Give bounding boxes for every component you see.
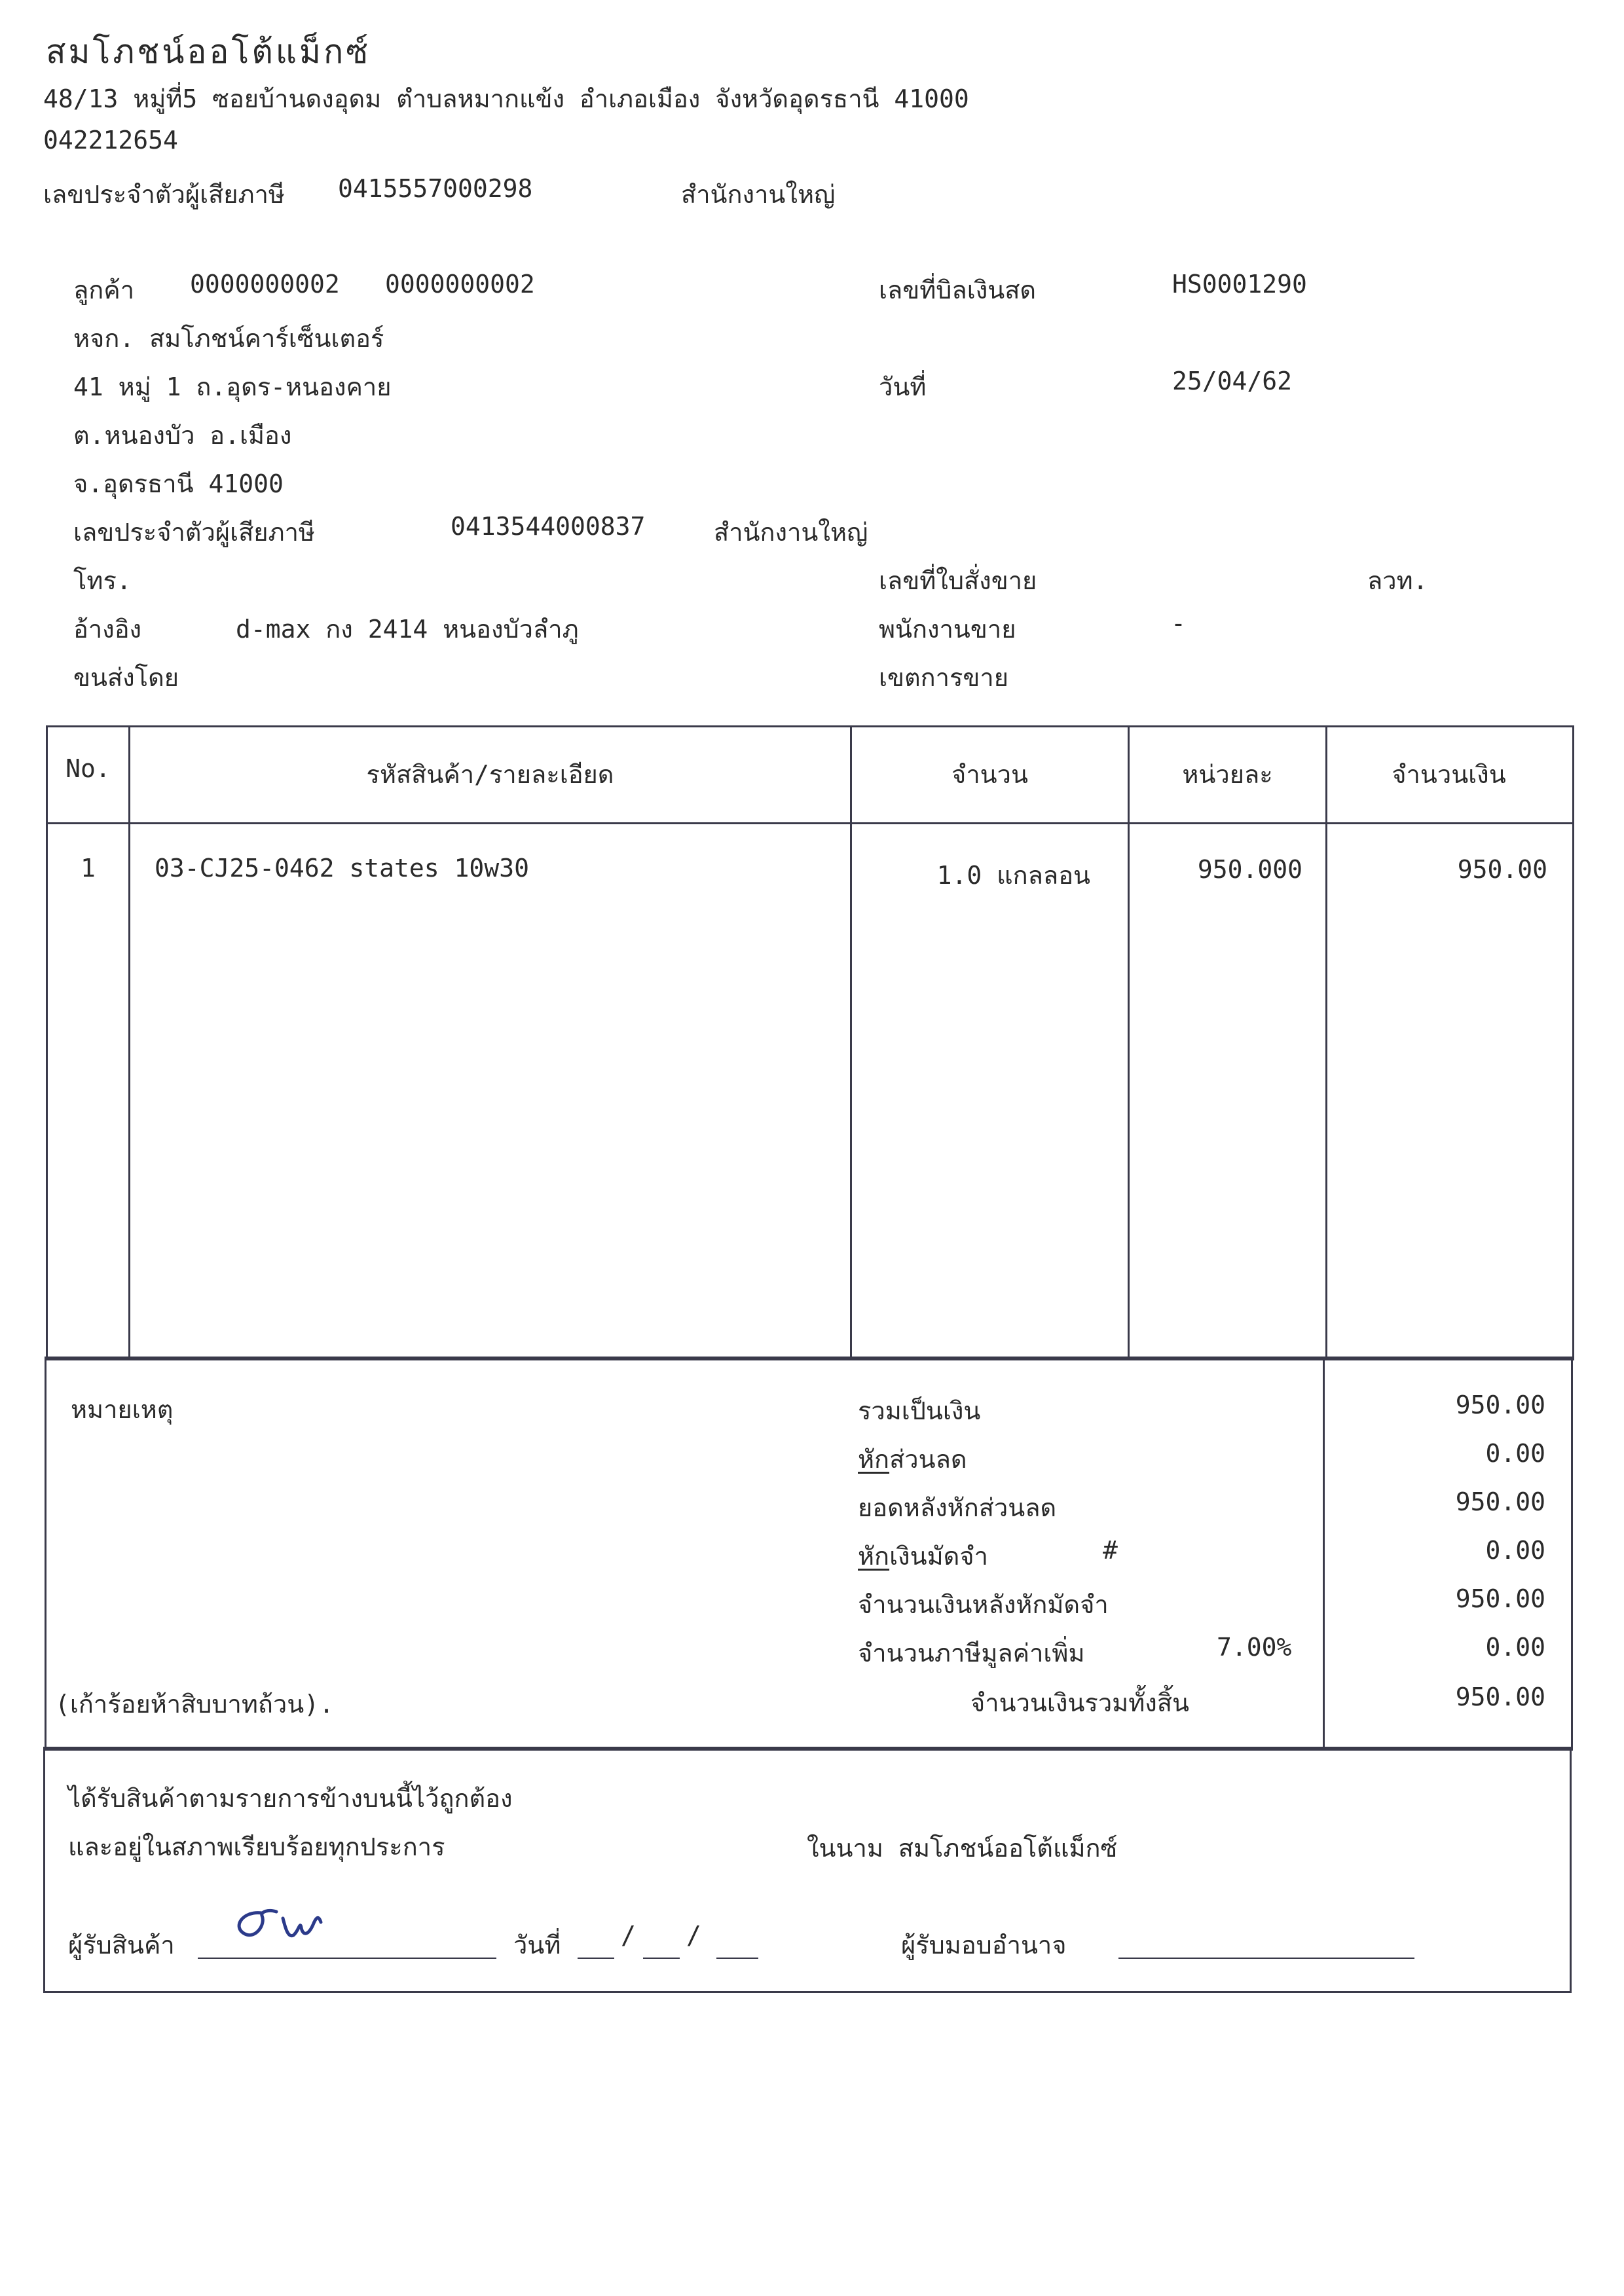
- subtotal-value: 950.00: [1455, 1391, 1545, 1419]
- customer-ref-label: อ้างอิง: [73, 615, 142, 644]
- after-discount-label: ยอดหลังหักส่วนลด: [858, 1493, 1057, 1522]
- customer-tax-label: เลขประจำตัวผู้เสียภาษี: [73, 518, 315, 547]
- date-separator: /: [686, 1921, 701, 1950]
- authorized-signature-line: [1118, 1958, 1414, 1959]
- receive-date-label: วันที่: [513, 1931, 561, 1959]
- receiver-label: ผู้รับสินค้า: [68, 1931, 175, 1959]
- vat-rate: 7.00%: [1217, 1633, 1292, 1662]
- row-unit-price: 950.000: [1197, 855, 1302, 884]
- on-behalf-label: ในนาม สมโภชน์ออโต้แม็กซ์: [807, 1834, 1118, 1863]
- row-quantity: 1.0 แกลลอน: [936, 861, 1090, 890]
- sales-order-label: เลขที่ใบสั่งขาย: [879, 566, 1037, 595]
- deposit-label: หักเงินมัดจำ: [858, 1542, 988, 1571]
- salesperson-value: -: [1171, 609, 1186, 638]
- receipt-line-1: ได้รับสินค้าตามรายการข้างบนนี้ไว้ถูกต้อง: [68, 1784, 513, 1813]
- date-month-blank: [643, 1958, 680, 1959]
- company-branch: สำนักงานใหญ่: [681, 180, 836, 209]
- customer-address-3: จ.อุดรธานี 41000: [73, 469, 284, 498]
- row-amount: 950.00: [1457, 855, 1547, 884]
- header-quantity: จำนวน: [951, 760, 1028, 789]
- customer-address-1: 41 หมู่ 1 ถ.อุดร-หนองคาย: [73, 373, 392, 401]
- shipping-label: ขนส่งโดย: [73, 663, 179, 692]
- customer-code-1: 0000000002: [190, 270, 340, 299]
- invoice-date: 25/04/62: [1172, 367, 1293, 395]
- discount-label: หักส่วนลด: [858, 1445, 967, 1474]
- receiver-signature-line: [198, 1958, 496, 1959]
- totals-divider: [1323, 1357, 1325, 1749]
- header-amount: จำนวนเงิน: [1392, 760, 1506, 789]
- customer-phone-label: โทร.: [73, 566, 132, 595]
- amount-in-words: (เก้าร้อยห้าสิบบาทถ้วน).: [55, 1690, 334, 1719]
- after-deposit-value: 950.00: [1455, 1584, 1545, 1613]
- sales-order-suffix: ลวท.: [1367, 566, 1428, 595]
- row-no: 1: [81, 854, 96, 883]
- vat-label: จำนวนภาษีมูลค่าเพิ่ม: [858, 1639, 1085, 1667]
- grand-total-value: 950.00: [1455, 1683, 1545, 1711]
- subtotal-label: รวมเป็นเงิน: [858, 1396, 981, 1425]
- header-no: No.: [65, 754, 111, 783]
- vat-value: 0.00: [1485, 1633, 1545, 1662]
- invoice-number-label: เลขที่บิลเงินสด: [879, 276, 1037, 304]
- date-year-blank: [716, 1958, 758, 1959]
- invoice-date-label: วันที่: [879, 373, 927, 401]
- customer-label: ลูกค้า: [73, 276, 135, 304]
- authorized-label: ผู้รับมอบอำนาจ: [901, 1931, 1067, 1959]
- customer-address-2: ต.หนองบัว อ.เมือง: [73, 421, 292, 450]
- discount-value: 0.00: [1485, 1439, 1545, 1468]
- after-discount-value: 950.00: [1455, 1487, 1545, 1516]
- grand-total-label: จำนวนเงินรวมทั้งสิ้น: [970, 1688, 1189, 1717]
- customer-branch: สำนักงานใหญ่: [714, 518, 868, 547]
- table-col-divider: [128, 725, 130, 1357]
- note-label: หมายเหตุ: [71, 1395, 174, 1424]
- table-col-divider: [850, 725, 852, 1357]
- customer-ref-value: d-max กง 2414 หนองบัวลำภู: [236, 615, 579, 644]
- invoice-number: HS0001290: [1172, 270, 1307, 299]
- table-col-divider: [1128, 725, 1130, 1357]
- date-day-blank: [578, 1958, 614, 1959]
- table-col-divider: [1325, 725, 1327, 1357]
- receiver-signature: [223, 1899, 341, 1958]
- date-separator: /: [621, 1921, 636, 1950]
- customer-code-2: 0000000002: [385, 270, 535, 299]
- customer-tax-id: 0413544000837: [451, 512, 646, 541]
- after-deposit-label: จำนวนเงินหลังหักมัดจำ: [858, 1590, 1109, 1619]
- receipt-line-2: และอยู่ในสภาพเรียบร้อยทุกประการ: [68, 1832, 445, 1861]
- header-description: รหัสสินค้า/รายละเอียด: [366, 760, 614, 789]
- company-tax-label: เลขประจำตัวผู้เสียภาษี: [43, 180, 285, 209]
- header-unit-price: หน่วยละ: [1182, 760, 1273, 789]
- company-name: สมโภชน์ออโต้แม็กซ์: [46, 33, 371, 71]
- sales-zone-label: เขตการขาย: [879, 663, 1008, 692]
- customer-name: หจก. สมโภชน์คาร์เซ็นเตอร์: [73, 324, 384, 353]
- row-description: 03-CJ25-0462 states 10w30: [155, 854, 529, 883]
- table-header-divider: [46, 822, 1574, 824]
- company-tax-id: 0415557000298: [338, 174, 533, 203]
- company-address: 48/13 หมู่ที่5 ซอยบ้านดงอุดม ตำบลหมากแข้ง อำเภอเมือง จังหวัดอุดรธานี 41000: [43, 84, 969, 113]
- items-table: [46, 725, 1574, 1360]
- company-phone: 042212654: [43, 126, 178, 155]
- deposit-value: 0.00: [1485, 1536, 1545, 1565]
- deposit-hash: #: [1103, 1536, 1118, 1565]
- salesperson-label: พนักงานขาย: [879, 615, 1016, 644]
